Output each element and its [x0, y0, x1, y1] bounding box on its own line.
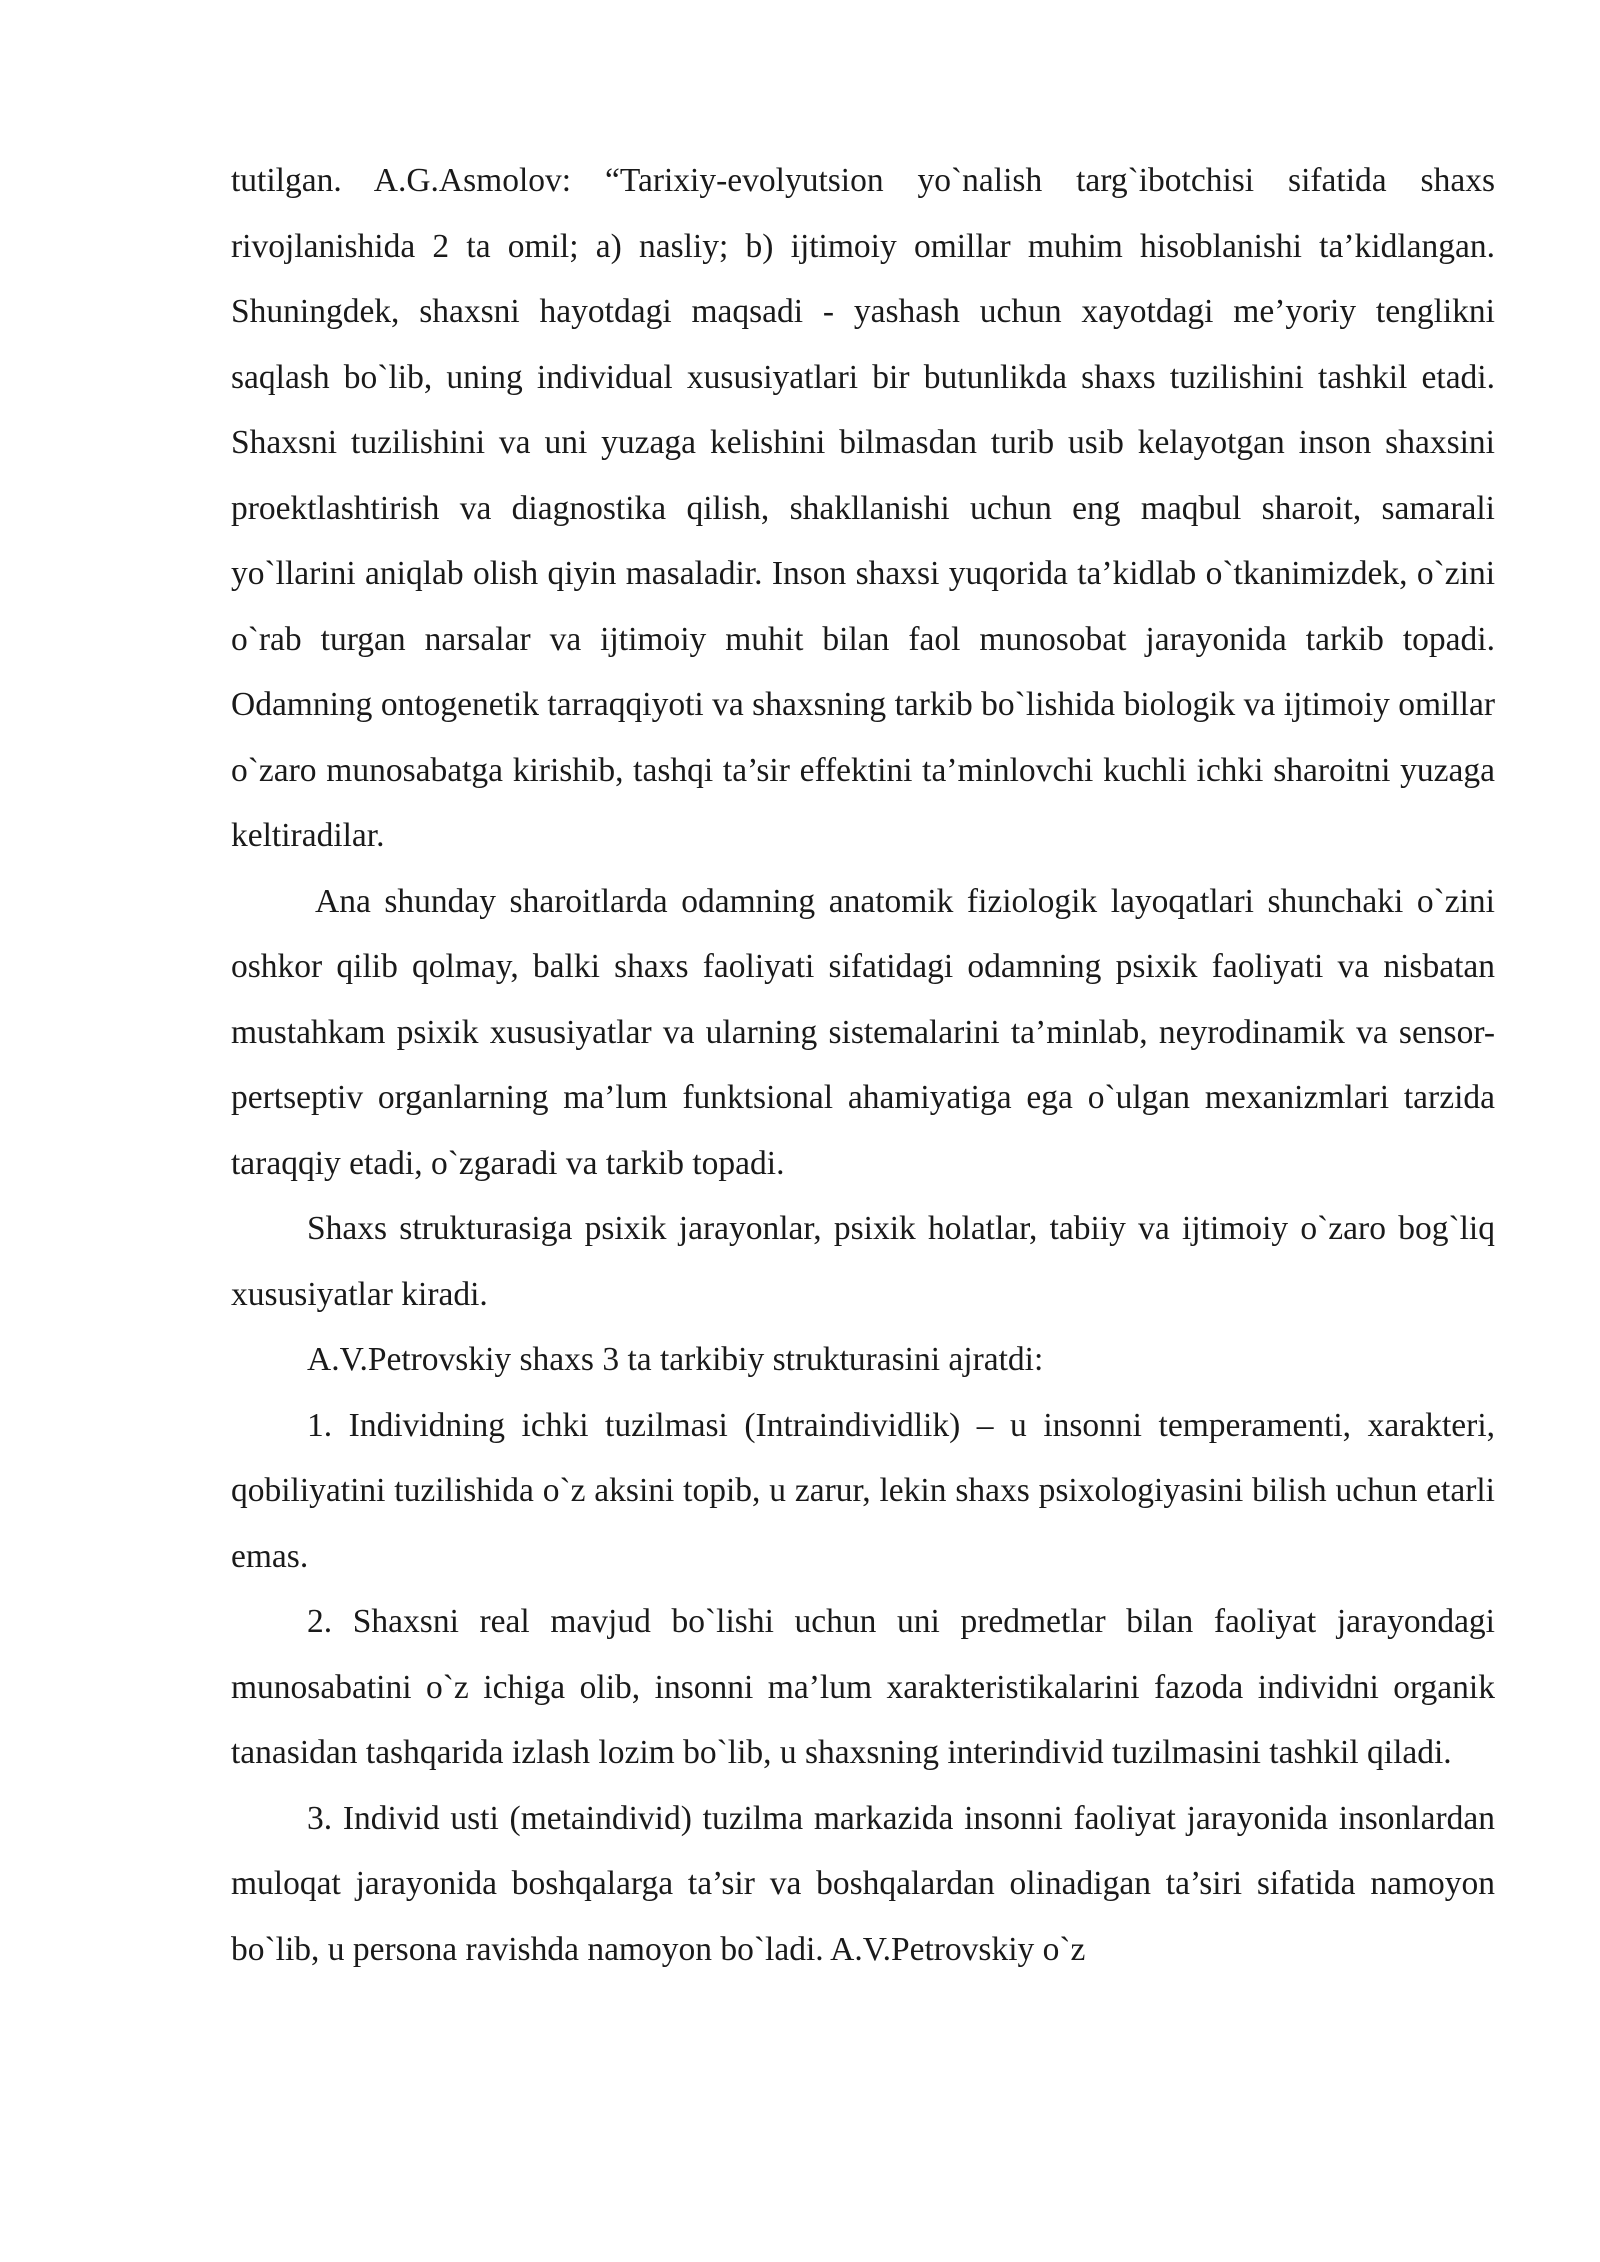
list-item-2: 2. Shaxsni real mavjud bo`lishi uchun uni predmetlar bilan faoliyat jarayondagi munosabatini o`z ichiga olib, insonni ma’lum xarakteristikalarini fazoda individni organik tanasidan tashqarida izlash lozim bo`lib, u shaxsning interindivid tuzilmasini tashkil qiladi. — [231, 1603, 1495, 1771]
list-item-1: 1. Individning ichki tuzilmasi (Intraindividlik) – u insonni temperamenti, xarakteri, qobiliyatini tuzilishida o`z aksini topib, u zarur, lekin shaxs psixologiyasini bilish uchun etarli emas. — [231, 1406, 1495, 1575]
paragraph-2: Ana shunday sharoitlarda odamning anatomik fiziologik layoqatlari shunchaki o`zini oshkor qilib qolmay, balki shaxs faoliyati sifatidagi odamning psixik faoliyati va nisbatan mustahkam psixik xususiyatlar va ularning sistemalarini ta’minlab, neyrodinamik va sensor-pertseptiv organlarning ma’lum funktsional ahamiyatiga ega o`ulgan mexanizmlari tarzida taraqqiy etadi, o`zgaradi va tarkib topadi. — [231, 882, 1495, 1182]
document-page — [231, 148, 1495, 1982]
paragraph-4: A.V.Petrovskiy shaxs 3 ta tarkibiy strukturasini ajratdi: — [307, 1341, 1044, 1378]
paragraph-3: Shaxs strukturasiga psixik jarayonlar, psixik holatlar, tabiiy va ijtimoiy o`zaro bog`liq xususiyatlar kiradi. — [231, 1210, 1495, 1313]
list-item-3: 3. Individ usti (metaindivid) tuzilma markazida insonni faoliyat jarayonida insonlardan muloqat jarayonida boshqalarga ta’sir va boshqalardan olinadigan ta’siri sifatida namoyon bo`lib, u persona ravishda namoyon bo`ladi. A.V.Petrovskiy o`z — [231, 1799, 1495, 1968]
paragraph-1: tutilgan. A.G.Asmolov: “Tarixiy-evolyutsion yo`nalish targ`ibotchisi sifatida shaxs rivojlanishida 2 ta omil; a) nasliy; b) ijtimoiy omillar muhim hisoblanishi ta’kidlangan. Shuningdek, shaxsni hayotdagi maqsadi - yashash uchun xayotdagi me’yoriy tenglikni saqlash bo`lib, uning individual xususiyatlari bir butunlikda shaxs tuzilishini tashkil etadi. Shaxsni tuzilishini va uni yuzaga kelishini bilmasdan turib usib kelayotgan inson shaxsini proektlashtirish va diagnostika qilish, shakllanishi uchun eng maqbul sharoit, samarali yo`llarini aniqlab olish qiyin masaladir. Inson shaxsi yuqorida ta’kidlab o`tkanimizdek, o`zini o`rab turgan narsalar va ijtimoiy muhit bilan faol munosobat jarayonida tarkib topadi. Odamning ontogenetik tarraqqiyoti va shaxsning tarkib bo`lishida biologik va ijtimoiy omillar o`zaro munosabatga kirishib, tashqi ta’sir effektini ta’minlovchi kuchli ichki sharoitni yuzaga keltiradilar. — [231, 162, 1495, 854]
